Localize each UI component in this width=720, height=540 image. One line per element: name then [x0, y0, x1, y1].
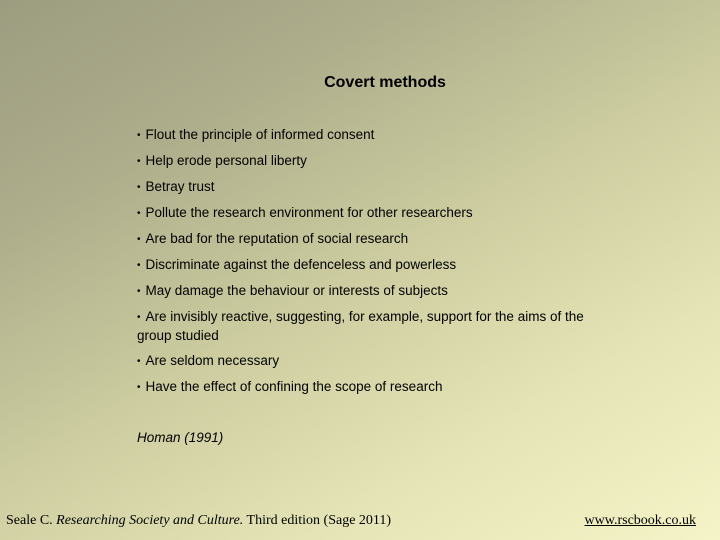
- bullet-marker: •: [137, 234, 141, 245]
- list-item: [137, 352, 617, 371]
- citation: Homan (1991): [137, 430, 224, 445]
- list-item: [137, 126, 617, 145]
- bullet-text: Flout the principle of informed consent: [145, 127, 375, 142]
- bullet-marker: •: [137, 260, 141, 271]
- list-item: [137, 178, 617, 197]
- bullet-text: Are invisibly reactive, suggesting, for example, support for the aims of the group studied: [137, 309, 584, 343]
- list-item: [137, 204, 617, 223]
- bullet-marker: •: [137, 286, 141, 297]
- footer-edition: Third edition (Sage 2011): [246, 513, 392, 528]
- footer-reference: [6, 513, 391, 529]
- bullet-text: Help erode personal liberty: [145, 153, 307, 168]
- bullet-text: Are bad for the reputation of social research: [145, 231, 409, 246]
- bullet-marker: •: [137, 156, 141, 167]
- bullet-text: Pollute the research environment for other researchers: [145, 205, 473, 220]
- list-item: [137, 282, 617, 301]
- footer-book-title: Researching Society and Culture.: [56, 513, 244, 528]
- bullet-list: [137, 126, 617, 404]
- list-item: [137, 230, 617, 249]
- bullet-text: May damage the behaviour or interests of subjects: [145, 283, 448, 298]
- slide-title: Covert methods: [324, 74, 446, 91]
- bullet-marker: •: [137, 208, 141, 219]
- bullet-marker: •: [137, 130, 141, 141]
- list-item: [137, 308, 617, 344]
- bullet-text: Discriminate against the defenceless and powerless: [145, 257, 457, 272]
- bullet-text: Are seldom necessary: [145, 352, 280, 368]
- list-item: [137, 378, 617, 397]
- footer-author: Seale C.: [6, 513, 53, 528]
- bullet-marker: •: [137, 182, 141, 193]
- bullet-marker: •: [137, 312, 141, 323]
- list-item: [137, 256, 617, 275]
- bullet-text: Betray trust: [145, 179, 215, 194]
- list-item: [137, 152, 617, 171]
- website-link[interactable]: www.rscbook.co.uk: [584, 513, 696, 528]
- bullet-marker: •: [137, 381, 141, 393]
- bullet-text: Have the effect of confining the scope of research: [145, 378, 443, 394]
- bullet-marker: •: [137, 355, 141, 367]
